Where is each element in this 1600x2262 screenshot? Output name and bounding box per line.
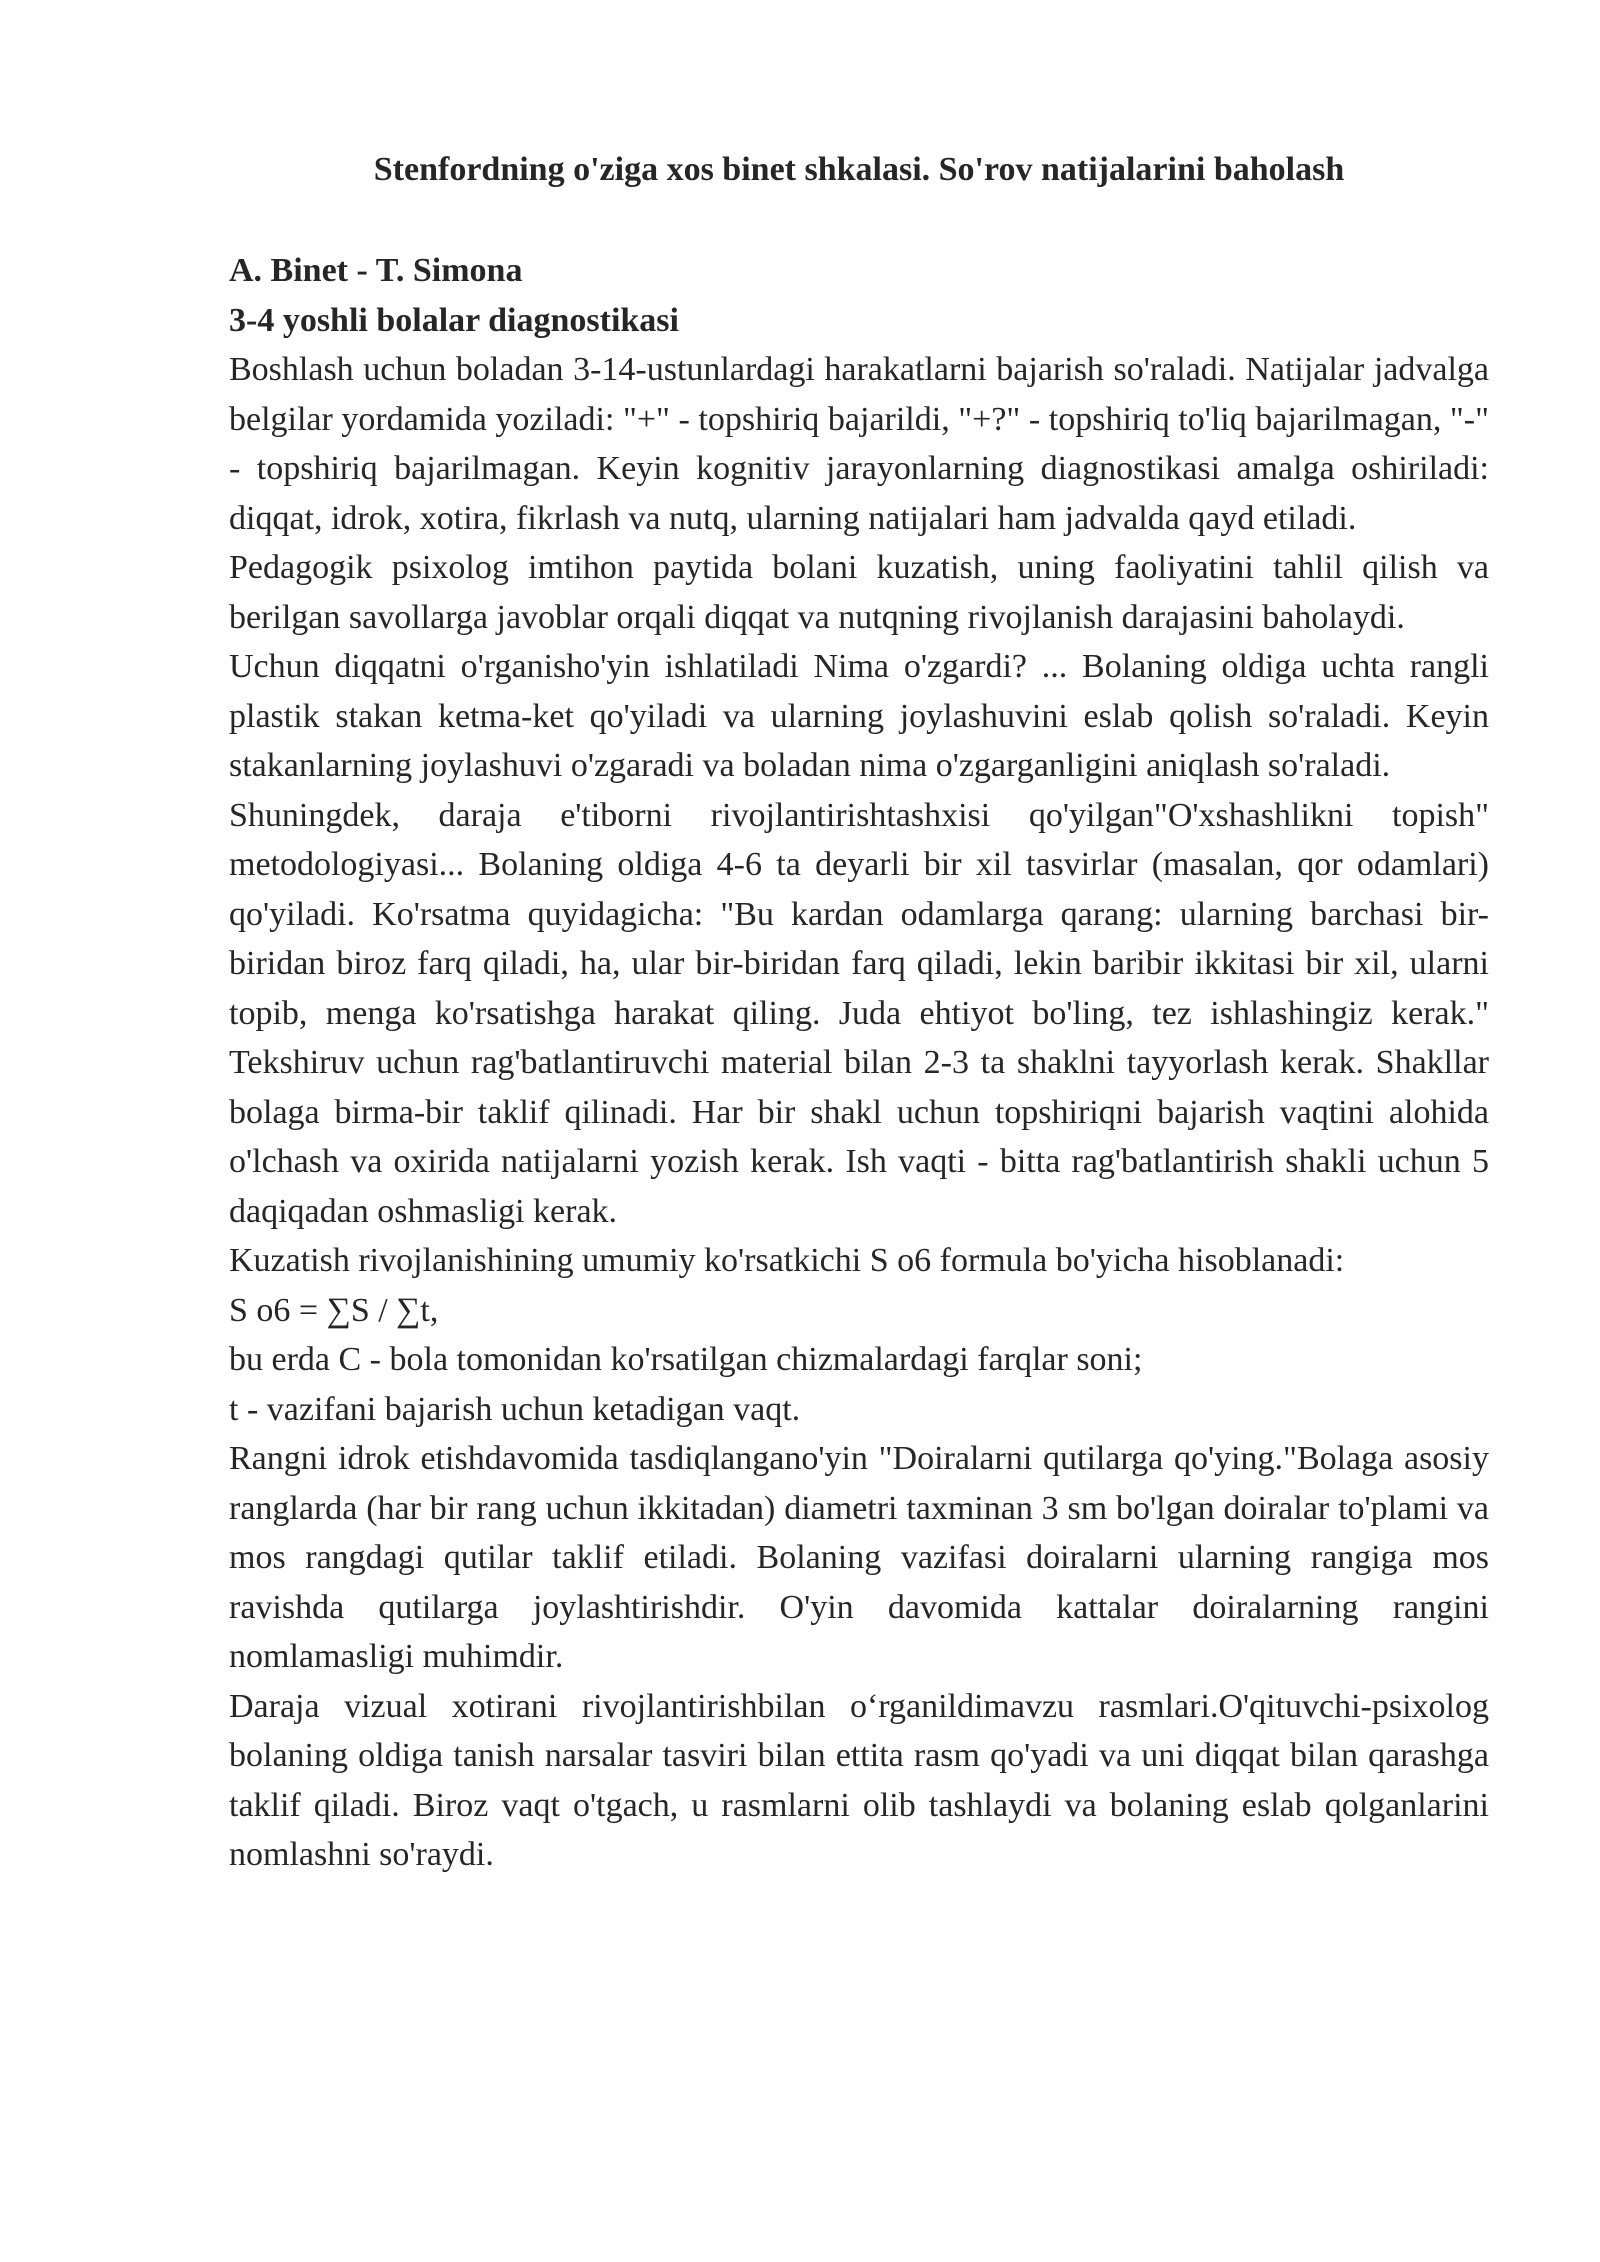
formula-where-time: t - vazifani bajarish uchun ketadigan vaqt. [229, 1390, 801, 1428]
paragraph-attention-game: Uchun diqqatni o'rganisho'yin ishlatiladi Nima o'zgardi? ... Bolaning oldiga uchta rangli plastik stakan ketma-ket qo'yiladi va ularning joylashuvini eslab qolish so'raladi. Keyin stakanlarning joylashuvi o'zgaradi va boladan nima o'zgarganligini aniqlash so'raladi. [229, 648, 1489, 784]
document-title: Stenfordning o'ziga xos binet shkalasi. So'rov natijalarini baholash [373, 151, 1345, 188]
paragraph-color-perception: Rangni idrok etishdavomida tasdiqlangano'yin "Doiralarni qutilarga qo'ying."Bolaga asosiy ranglarda (har bir rang uchun ikkitadan) diametri taxminan 3 sm bo'lgan doiralar to'plami va mos rangdagi qutilar taklif etiladi. Bolaning vazifasi doiralarni ularning rangiga mos ravishda qutilarga joylashtirishdir. O'yin davomida kattalar doiralarning rangini nomlamasligi muhimdir. [229, 1440, 1489, 1675]
paragraph-visual-memory: Daraja vizual xotirani rivojlantirishbilan o‘rganildimavzu rasmlari.O'qituvchi-psixolog bolaning oldiga tanish narsalar tasviri bilan ettita rasm qo'yadi va uni diqqat bilan qarashga taklif qiladi. Biroz vaqt o'tgach, u rasmlarni olib tashlaydi va bolaning eslab qolganlarini nomlashni so'raydi. [229, 1687, 1489, 1873]
formula-intro: Kuzatish rivojlanishining umumiy ko'rsatkichi S o6 formula bo'yicha hisoblanadi: [229, 1242, 1345, 1279]
paragraph-similarity-method: Shuningdek, daraja e'tiborni rivojlantirishtashxisi qo'yilgan"O'xshashlikni topish" metodologiyasi... Bolaning oldiga 4-6 ta deyarli bir xil tasvirlar (masalan, qor odamlari) qo'yiladi. Ko'rsatma quyidagicha: "Bu kardan odamlarga qarang: ularning barchasi bir-biridan biroz farq qiladi, ha, ular bir-biridan farq qiladi, lekin baribir ikkitasi bir xil, ularni topib, menga ko'rsatishga harakat qiling. Juda ehtiyot bo'ling, tez ishlashingiz kerak." Tekshiruv uchun rag'batlantiruvchi material bilan 2-3 ta shaklni tayyorlash kerak. Shakllar bolaga birma-bir taklif qilinadi. Har bir shakl uchun topshiriqni bajarish vaqtini alohida o'lchash va oxirida natijalarni yozish kerak. Ish vaqti - bitta rag'batlantirish shakli uchun 5 daqiqadan oshmasligi kerak. [229, 796, 1489, 1230]
formula-where-differences: bu erda C - bola tomonidan ko'rsatilgan chizmalardagi farqlar soni; [229, 1341, 1143, 1378]
formula: S o6 = ∑S / ∑t, [229, 1291, 439, 1329]
section-subheading: 3-4 yoshli bolalar diagnostikasi [229, 301, 679, 339]
paragraph-instructions: Boshlash uchun boladan 3-14-ustunlardagi harakatlarni bajarish so'raladi. Natijalar jadvalga belgilar yordamida yoziladi: "+" - topshiriq bajarildi, "+?" - topshiriq to'liq bajarilmagan, "-" - topshiriq bajarilmagan. Keyin kognitiv jarayonlarning diagnostikasi amalga oshiriladi: diqqat, idrok, xotira, fikrlash va nutq, ularning natijalari ham jadvalda qayd etiladi. [229, 351, 1489, 537]
document-page [229, 146, 1489, 1880]
paragraph-psychologist: Pedagogik psixolog imtihon paytida bolani kuzatish, uning faoliyatini tahlil qilish va berilgan savollarga javoblar orqali diqqat va nutqning rivojlanish darajasini baholaydi. [229, 549, 1489, 636]
author-heading: A. Binet - T. Simona [229, 252, 523, 289]
